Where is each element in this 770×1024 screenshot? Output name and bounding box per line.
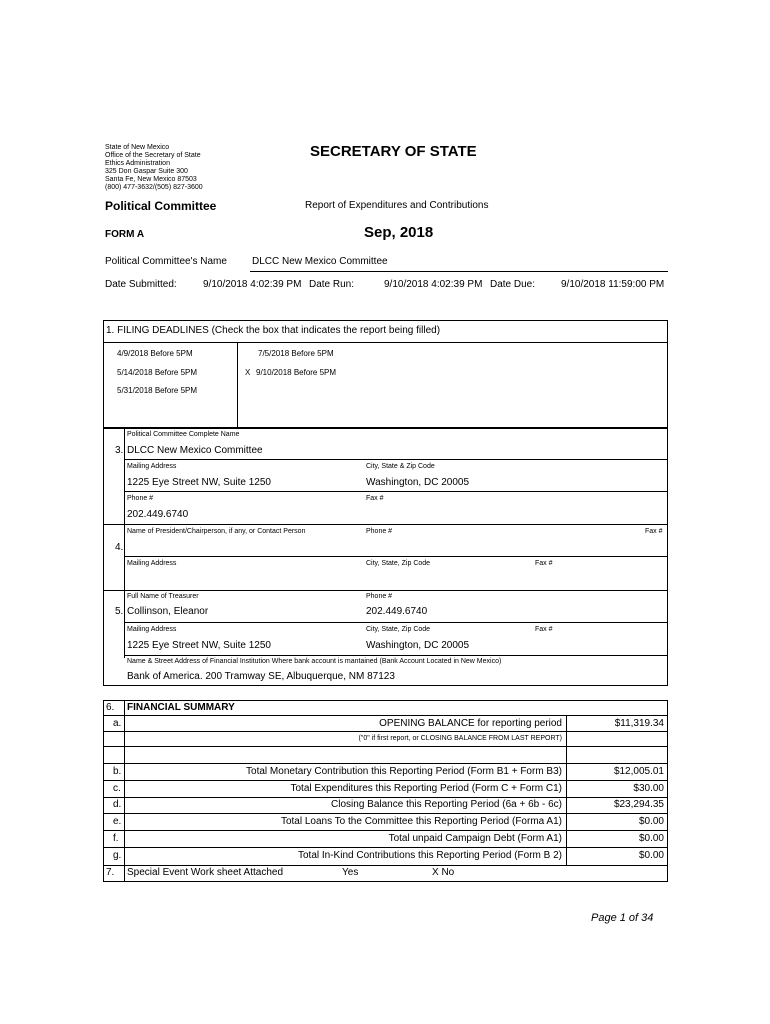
- treasurer-city: Washington, DC 20005: [366, 640, 470, 651]
- date-submitted: 9/10/2018 4:02:39 PM: [203, 279, 302, 290]
- city-state-zip: Washington, DC 20005: [366, 477, 470, 488]
- summary-row-value: $12,005.01: [613, 766, 664, 777]
- form-label: FORM A: [105, 229, 145, 240]
- deadline-option[interactable]: 9/10/2018 Before 5PM: [256, 368, 337, 377]
- section-number: 7.: [106, 867, 115, 878]
- date-run: 9/10/2018 4:02:39 PM: [384, 279, 483, 290]
- treasurer-phone-label: Phone #: [366, 593, 393, 600]
- treasurer-mailing: 1225 Eye Street NW, Suite 1250: [127, 640, 271, 651]
- complete-name-label: Political Committee Complete Name: [127, 431, 240, 438]
- address-line: State of New Mexico: [105, 144, 170, 151]
- date-due-label: Date Due:: [490, 279, 536, 290]
- summary-row-label: Total In-Kind Contributions this Reporting Period (Form B 2): [297, 850, 562, 861]
- report-title: Report of Expenditures and Contributions: [305, 200, 489, 211]
- deadline-option[interactable]: 7/5/2018 Before 5PM: [258, 349, 334, 358]
- special-event-label: Special Event Work sheet Attached: [127, 867, 284, 878]
- treasurer-mailing-label: Mailing Address: [127, 626, 177, 633]
- committee-name-label: Political Committee's Name: [105, 256, 227, 267]
- date-submitted-label: Date Submitted:: [105, 279, 177, 290]
- special-event-no[interactable]: X No: [432, 867, 455, 878]
- row-letter: d.: [113, 799, 122, 810]
- summary-row-value: $23,294.35: [613, 799, 664, 810]
- row-letter: g.: [113, 850, 122, 861]
- treasurer-city-label: City, State, Zip Code: [366, 626, 431, 633]
- contact-name-label: Name of President/Chairperson, if any, or Contact Person: [127, 528, 306, 535]
- deadline-checked-mark[interactable]: X: [245, 368, 251, 377]
- address-line: Ethics Administration: [105, 160, 170, 167]
- summary-row-label: Total unpaid Campaign Debt (Form A1): [388, 833, 562, 844]
- summary-row-value: $30.00: [633, 783, 664, 794]
- row-letter: e.: [113, 816, 122, 827]
- row-letter: f.: [113, 833, 119, 844]
- summary-row-label: Total Expenditures this Reporting Period (Form C + Form C1): [290, 783, 562, 794]
- complete-name: DLCC New Mexico Committee: [127, 445, 263, 456]
- page-number: Page 1 of 34: [591, 912, 654, 924]
- phone-label: Phone #: [127, 495, 154, 502]
- row-letter: b.: [113, 766, 122, 777]
- address-line: Office of the Secretary of State: [105, 152, 201, 159]
- contact-fax-label: Fax #: [645, 528, 663, 535]
- special-event-yes[interactable]: Yes: [342, 867, 359, 878]
- mailing-address: 1225 Eye Street NW, Suite 1250: [127, 477, 271, 488]
- treasurer-fax-label: Fax #: [535, 626, 553, 633]
- financial-summary-title: FINANCIAL SUMMARY: [127, 702, 235, 713]
- fax-label: Fax #: [366, 495, 384, 502]
- contact-mailing-label: Mailing Address: [127, 560, 177, 567]
- address-line: (800) 477-3632/(505) 827-3600: [105, 184, 203, 191]
- section-number: 5.: [115, 606, 124, 617]
- summary-row-value: $0.00: [638, 833, 664, 844]
- opening-balance-label: OPENING BALANCE for reporting period: [379, 718, 562, 729]
- address-line: Santa Fe, New Mexico 87503: [105, 176, 197, 183]
- bank-label: Name & Street Address of Financial Institution Where bank account is mantained (Bank Account Located in New Mexico): [127, 658, 502, 665]
- phone-value: 202.449.6740: [127, 509, 189, 520]
- date-run-label: Date Run:: [309, 279, 355, 290]
- row-letter: a.: [113, 718, 122, 729]
- contact-fax-label: Fax #: [535, 560, 553, 567]
- deadline-option[interactable]: 5/31/2018 Before 5PM: [117, 386, 198, 395]
- filing-deadlines-title: 1. FILING DEADLINES (Check the box that indicates the report being filled): [106, 325, 441, 336]
- committee-type: Political Committee: [105, 199, 217, 213]
- summary-row-value: $0.00: [638, 850, 664, 861]
- section-number: 3.: [115, 445, 124, 456]
- summary-row-value: $0.00: [638, 816, 664, 827]
- treasurer-name-label: Full Name of Treasurer: [127, 593, 199, 600]
- opening-balance-note: ("0" if first report, or CLOSING BALANCE FROM LAST REPORT): [358, 735, 562, 742]
- mailing-label: Mailing Address: [127, 463, 177, 470]
- summary-row-label: Closing Balance this Reporting Period (6a + 6b - 6c): [331, 799, 562, 810]
- contact-phone-label: Phone #: [366, 528, 393, 535]
- address-line: 325 Don Gaspar Suite 300: [105, 168, 188, 175]
- opening-balance-value: $11,319.34: [614, 718, 664, 729]
- contact-city-label: City, State, Zip Code: [366, 560, 431, 567]
- deadline-option[interactable]: 4/9/2018 Before 5PM: [117, 349, 193, 358]
- summary-row-label: Total Monetary Contribution this Reporting Period (Form B1 + Form B3): [246, 766, 562, 777]
- treasurer-name: Collinson, Eleanor: [127, 606, 209, 617]
- section-number: 6.: [106, 702, 115, 713]
- deadline-option[interactable]: 5/14/2018 Before 5PM: [117, 368, 198, 377]
- bank-value: Bank of America. 200 Tramway SE, Albuquerque, NM 87123: [127, 671, 395, 682]
- section-number: 4.: [115, 542, 124, 553]
- treasurer-phone: 202.449.6740: [366, 606, 428, 617]
- agency-title: SECRETARY OF STATE: [310, 143, 477, 160]
- summary-row-label: Total Loans To the Committee this Reporting Period (Forma A1): [280, 816, 562, 827]
- date-due: 9/10/2018 11:59:00 PM: [561, 279, 665, 290]
- row-letter: c.: [113, 783, 121, 794]
- committee-name-value: DLCC New Mexico Committee: [252, 256, 388, 267]
- city-label: City, State & Zip Code: [366, 463, 435, 470]
- report-period: Sep, 2018: [364, 224, 434, 241]
